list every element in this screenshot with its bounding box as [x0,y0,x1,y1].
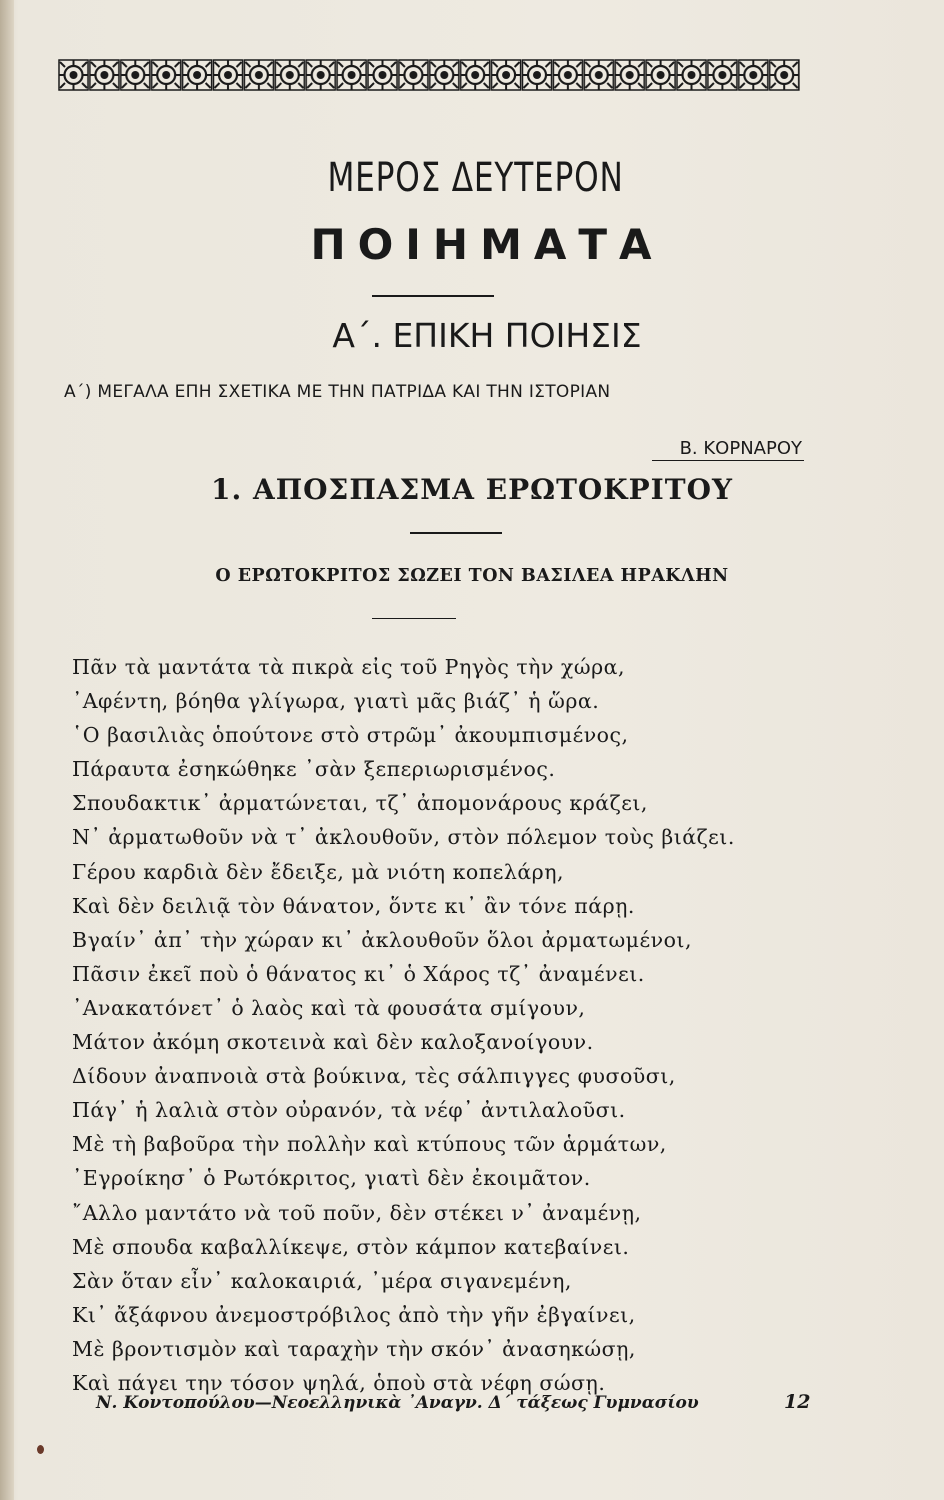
poem-line: Σπουδακτικ᾿ ἀρματώνεται, τζ᾿ ἀπομονάρους κράζει, [72,791,648,816]
poem-line: Μὲ σπουδα καβαλλίκεψε, στὸν κάμπον κατεβαίνει. [72,1234,630,1259]
divider [372,295,494,297]
poem-line: ᾿Ανακατόνετ᾿ ὁ λαὸς καὶ τὰ φουσάτα σμίγουν, [72,995,586,1020]
section-title: Α΄. ΕΠΙΚΗ ΠΟΙΗΣΙΣ [332,316,642,355]
page-number: 12 [784,1391,811,1413]
ink-speck [37,1445,44,1454]
poem-line: Πάγ᾿ ἡ λαλιὰ στὸν οὐρανόν, τὰ νέφ᾿ ἀντιλαλοῦσι. [72,1098,626,1123]
poem-line: Μὲ βροντισμὸν καὶ ταραχὴν τὴν σκόν᾿ ἀνασηκώσῃ, [72,1336,636,1361]
poem-line: Σὰν ὅταν εἶν᾿ καλοκαιριά, ᾿μέρα σιγανεμένη, [72,1268,572,1293]
poem-line: ῎Αλλο μαντάτο νὰ τοῦ ποῦν, δὲν στέκει ν᾿ ἀναμένῃ, [72,1200,642,1225]
poem-text [72,650,812,1400]
poem-line: Δίδουν ἀναπνοιὰ στὰ βούκινα, τὲς σάλπιγγες φυσοῦσι, [72,1064,676,1089]
subsection-title: Α΄) ΜΕΓΑΛΑ ΕΠΗ ΣΧΕΤΙΚΑ ΜΕ ΤΗΝ ΠΑΤΡΙΔΑ ΚΑΙ ΤΗΝ ΙΣΤΟΡΙΑΝ [64,382,611,402]
poem-line: Καὶ δὲν δειλιᾷ τὸν θάνατον, ὅντε κι᾿ ἂν τόνε πάρῃ. [72,893,635,918]
poem-line: ᾿Εγροίκησ᾿ ὁ Ρωτόκριτος, γιατὶ δὲν ἐκοιμᾶτον. [72,1166,591,1191]
poem-line: Μάτον ἀκόμη σκοτεινὰ καὶ δὲν καλοξανοίγουν. [72,1030,594,1055]
piece-subtitle: Ο ΕΡΩΤΟΚΡΙΤΟΣ ΣΩΖΕΙ ΤΟΝ ΒΑΣΙΛΕΑ ΗΡΑΚΛΗΝ [215,566,729,586]
part-title: ΜΕΡΟΣ ΔΕΥΤΕΡΟΝ [327,155,624,201]
footer-citation: Ν. Κοντοπούλου—Νεοελληνικὰ ᾿Αναγν. Δ΄ τάξεως Γυμνασίου [96,1393,699,1413]
poem-line: Μὲ τὴ βαβοῦρα τὴν πολλὴν καὶ κτύπους τῶν ἁρμάτων, [72,1132,667,1157]
poem-line: Πᾶν τὰ μαντάτα τὰ πικρὰ εἰς τοῦ Ρηγὸς τὴν χώρα, [72,655,625,679]
poem-line: Βγαίν᾿ ἀπ᾿ τὴν χώραν κι᾿ ἀκλουθοῦν ὅλοι ἀρματωμένοι, [72,927,692,952]
piece-title: 1. ΑΠΟΣΠΑΣΜΑ ΕΡΩΤΟΚΡΙΤΟΥ [210,473,733,506]
poem-line: ῾Ο βασιλιὰς ὁπούτονε στὸ στρῶμ᾿ ἀκουμπισμένος, [72,723,629,748]
poem-line: Καὶ πάγει την τόσον ψηλά, ὁποὺ στὰ νέφη σώσῃ. [72,1370,606,1395]
author-underline [652,460,804,461]
poem-line: Πᾶσιν ἐκεῖ ποὺ ὁ θάνατος κι᾿ ὁ Χάρος τζ᾿ ἀναμένει. [72,961,645,986]
poem-line: Γέρου καρδιὰ δὲν ἔδειξε, μὰ νιότη κοπελάρη, [72,859,565,884]
divider [372,618,456,619]
divider [410,532,502,534]
poem-line: Ν᾿ ἀρματωθοῦν νὰ τ᾿ ἀκλουθοῦν, στὸν πόλεμον τοὺς βιάζει. [72,825,735,850]
poem-line: ᾿Αφέντη, βόηθα γλίγωρα, γιατὶ μᾶς βιάζ᾿ ἡ ὥρα. [72,689,600,714]
ornament-band-icon [58,58,800,92]
author-name: Β. ΚΟΡΝΑΡΟΥ [679,438,802,459]
part-subtitle: ΠΟΙΗΜΑΤΑ [310,220,664,269]
poem-line: Κι᾿ ἄξάφνου ἀνεμοστρόβιλος ἀπὸ τὴν γῆν ἐβγαίνει, [72,1302,636,1327]
poem-line: Πάραυτα ἐσηκώθηκε ᾿σὰν ξεπεριωρισμένος. [72,757,556,782]
